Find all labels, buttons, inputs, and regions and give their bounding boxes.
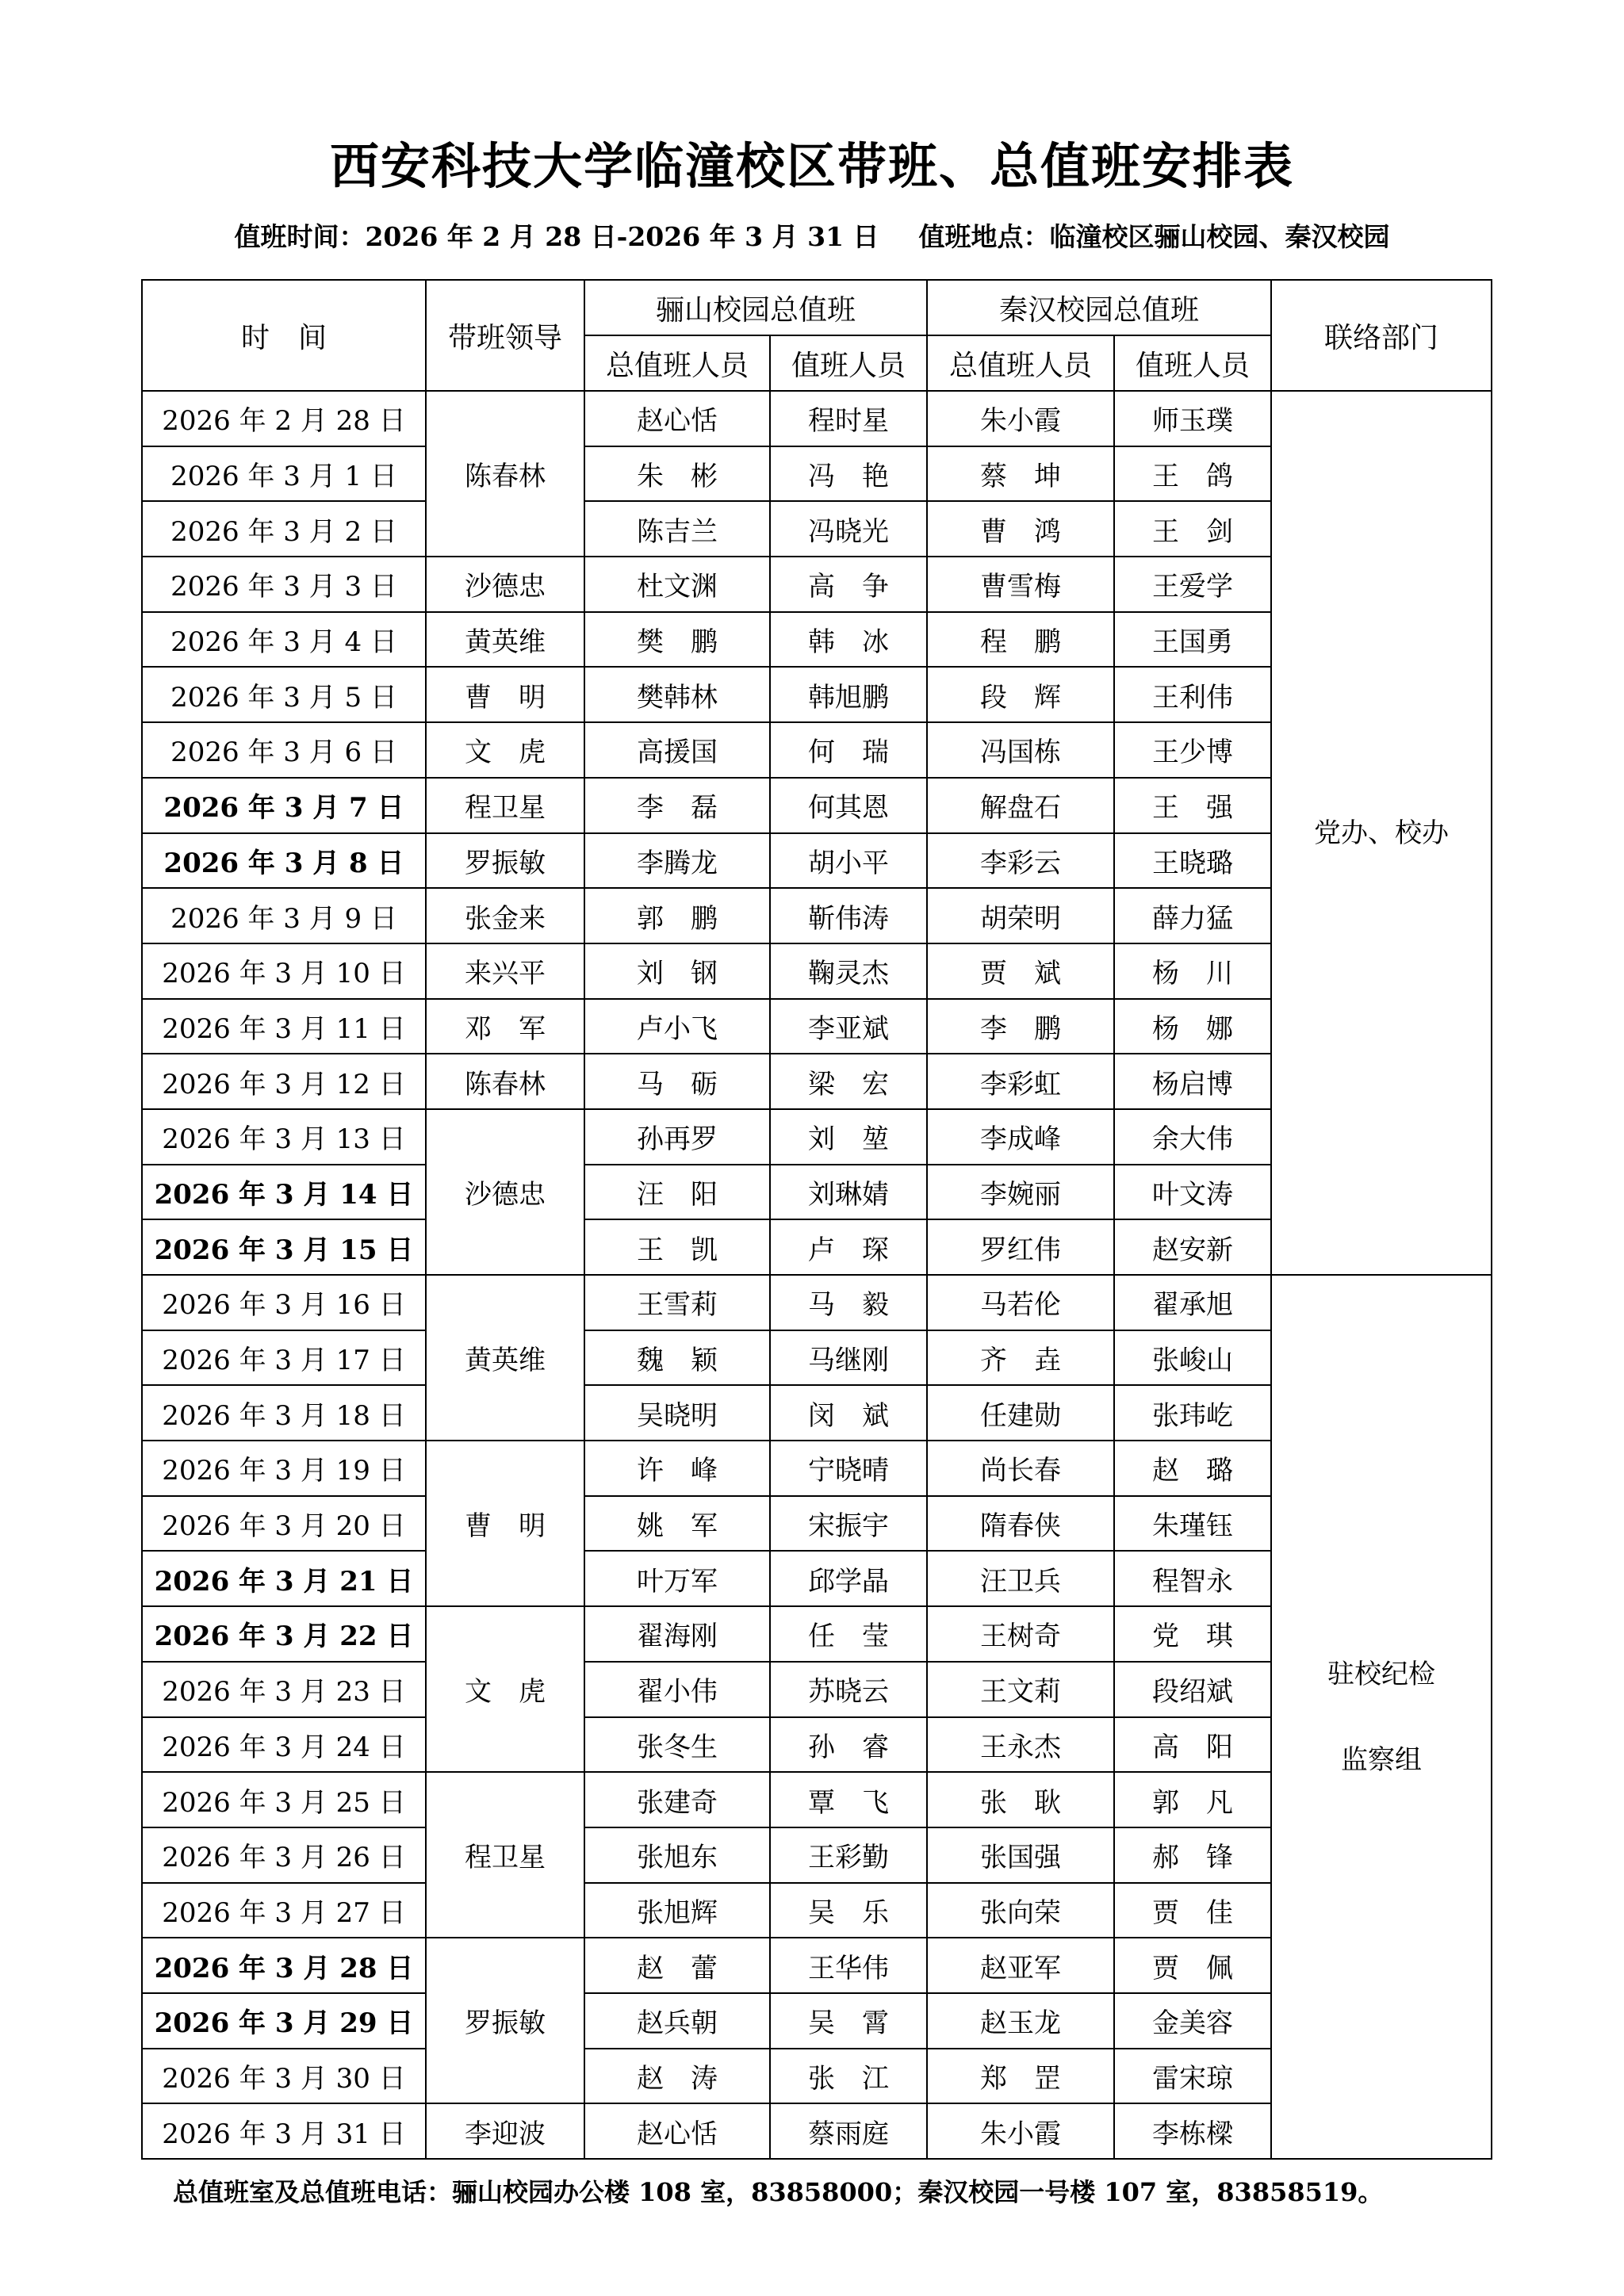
schedule-body [142, 391, 1492, 2159]
duty-place-value: 临潼校区骊山校园、秦汉校园 [1049, 221, 1390, 252]
duty-date: 2026 年 3 月 29 日 [142, 1993, 426, 2049]
qinhan-staff-duty: 张峻山 [1114, 1330, 1271, 1386]
duty-date: 2026 年 3 月 12 日 [142, 1054, 426, 1109]
lishan-chief-duty: 汪 阳 [584, 1165, 770, 1220]
qinhan-staff-duty: 杨启博 [1114, 1054, 1271, 1109]
duty-date: 2026 年 2 月 28 日 [142, 391, 426, 446]
qinhan-chief-duty: 任建勋 [927, 1385, 1114, 1441]
qinhan-staff-duty: 郝 锋 [1114, 1827, 1271, 1883]
qinhan-chief-duty: 齐 垚 [927, 1330, 1114, 1386]
lishan-staff-duty: 韩旭鹏 [770, 667, 927, 722]
lishan-staff-duty: 胡小平 [770, 833, 927, 889]
qinhan-chief-duty: 冯国栋 [927, 722, 1114, 778]
lishan-staff-duty: 任 莹 [770, 1606, 927, 1662]
lishan-staff-duty: 程时星 [770, 391, 927, 446]
qinhan-staff-duty: 赵安新 [1114, 1219, 1271, 1275]
lishan-staff-duty: 高 争 [770, 557, 927, 612]
lishan-staff-duty: 何 瑞 [770, 722, 927, 778]
lishan-staff-duty: 苏晓云 [770, 1662, 927, 1717]
header-qinhan: 秦汉校园总值班 [927, 280, 1271, 335]
shift-leader: 程卫星 [426, 1772, 584, 1938]
shift-leader: 陈春林 [426, 391, 584, 557]
duty-date: 2026 年 3 月 4 日 [142, 612, 426, 668]
duty-date: 2026 年 3 月 31 日 [142, 2103, 426, 2159]
qinhan-staff-duty: 王 鸽 [1114, 446, 1271, 502]
lishan-staff-duty: 梁 宏 [770, 1054, 927, 1109]
duty-place-label: 值班地点： [918, 221, 1050, 252]
lishan-chief-duty: 张旭辉 [584, 1883, 770, 1938]
contact-department-line: 监察组 [1341, 1743, 1423, 1776]
lishan-chief-duty: 马 砺 [584, 1054, 770, 1109]
lishan-staff-duty: 何其恩 [770, 778, 927, 833]
duty-date: 2026 年 3 月 7 日 [142, 778, 426, 833]
lishan-staff-duty: 宋振宇 [770, 1496, 927, 1552]
qinhan-staff-duty: 师玉璞 [1114, 391, 1271, 446]
shift-leader: 陈春林 [426, 1054, 584, 1109]
duty-date: 2026 年 3 月 5 日 [142, 667, 426, 722]
duty-date: 2026 年 3 月 28 日 [142, 1938, 426, 1993]
lishan-chief-duty: 张旭东 [584, 1827, 770, 1883]
qinhan-chief-duty: 李 鹏 [927, 999, 1114, 1054]
shift-leader: 来兴平 [426, 943, 584, 999]
shift-leader: 黄英维 [426, 612, 584, 668]
footer-phone-info: 总值班室及总值班电话：骊山校园办公楼 108 室，83858000；秦汉校园一号楼 107 室，83858519。 [173, 2177, 1384, 2207]
lishan-chief-duty: 赵 涛 [584, 2049, 770, 2104]
qinhan-chief-duty: 汪卫兵 [927, 1551, 1114, 1606]
lishan-staff-duty: 卢 琛 [770, 1219, 927, 1275]
qinhan-staff-duty: 杨 娜 [1114, 999, 1271, 1054]
duty-time-label: 值班时间： [234, 221, 366, 252]
qinhan-chief-duty: 罗红伟 [927, 1219, 1114, 1275]
lishan-chief-duty: 高援国 [584, 722, 770, 778]
lishan-chief-duty: 李腾龙 [584, 833, 770, 889]
shift-leader: 沙德忠 [426, 557, 584, 612]
header-time: 时 间 [142, 280, 426, 391]
qinhan-chief-duty: 朱小霞 [927, 391, 1114, 446]
lishan-chief-duty: 杜文渊 [584, 557, 770, 612]
qinhan-chief-duty: 尚长春 [927, 1441, 1114, 1496]
qinhan-staff-duty: 朱瑾钰 [1114, 1496, 1271, 1552]
qinhan-chief-duty: 赵亚军 [927, 1938, 1114, 1993]
qinhan-chief-duty: 李婉丽 [927, 1165, 1114, 1220]
duty-date: 2026 年 3 月 2 日 [142, 501, 426, 557]
qinhan-chief-duty: 朱小霞 [927, 2103, 1114, 2159]
duty-date: 2026 年 3 月 9 日 [142, 888, 426, 943]
duty-date: 2026 年 3 月 15 日 [142, 1219, 426, 1275]
shift-leader: 张金来 [426, 888, 584, 943]
shift-leader: 程卫星 [426, 778, 584, 833]
duty-date: 2026 年 3 月 14 日 [142, 1165, 426, 1220]
qinhan-chief-duty: 张 耿 [927, 1772, 1114, 1827]
lishan-staff-duty: 刘 堃 [770, 1109, 927, 1165]
table-row [142, 1275, 1492, 1330]
table-row [142, 391, 1492, 446]
lishan-staff-duty: 孙 睿 [770, 1717, 927, 1773]
shift-leader: 沙德忠 [426, 1109, 584, 1275]
duty-date: 2026 年 3 月 18 日 [142, 1385, 426, 1441]
lishan-chief-duty: 姚 军 [584, 1496, 770, 1552]
qinhan-chief-duty: 张国强 [927, 1827, 1114, 1883]
qinhan-staff-duty: 段绍斌 [1114, 1662, 1271, 1717]
duty-time-value: 2026 年 2 月 28 日-2026 年 3 月 31 日 [365, 221, 879, 252]
qinhan-staff-duty: 程智永 [1114, 1551, 1271, 1606]
duty-date: 2026 年 3 月 25 日 [142, 1772, 426, 1827]
duty-date: 2026 年 3 月 21 日 [142, 1551, 426, 1606]
lishan-staff-duty: 王华伟 [770, 1938, 927, 1993]
lishan-chief-duty: 许 峰 [584, 1441, 770, 1496]
qinhan-staff-duty: 赵 璐 [1114, 1441, 1271, 1496]
duty-date: 2026 年 3 月 13 日 [142, 1109, 426, 1165]
lishan-chief-duty: 魏 颖 [584, 1330, 770, 1386]
qinhan-staff-duty: 叶文涛 [1114, 1165, 1271, 1220]
shift-leader: 文 虎 [426, 1606, 584, 1772]
header-lishan-staff: 值班人员 [770, 335, 927, 391]
qinhan-chief-duty: 段 辉 [927, 667, 1114, 722]
lishan-chief-duty: 赵心恬 [584, 391, 770, 446]
lishan-chief-duty: 王雪莉 [584, 1275, 770, 1330]
duty-date: 2026 年 3 月 1 日 [142, 446, 426, 502]
header-qinhan-chief: 总值班人员 [927, 335, 1114, 391]
contact-department [1271, 1275, 1492, 2159]
duty-date: 2026 年 3 月 10 日 [142, 943, 426, 999]
duty-date: 2026 年 3 月 26 日 [142, 1827, 426, 1883]
qinhan-chief-duty: 曹 鸿 [927, 501, 1114, 557]
duty-date: 2026 年 3 月 24 日 [142, 1717, 426, 1773]
duty-date: 2026 年 3 月 17 日 [142, 1330, 426, 1386]
lishan-chief-duty: 赵 蕾 [584, 1938, 770, 1993]
qinhan-staff-duty: 金美容 [1114, 1993, 1271, 2049]
lishan-chief-duty: 郭 鹏 [584, 888, 770, 943]
qinhan-staff-duty: 王国勇 [1114, 612, 1271, 668]
header-lishan: 骊山校园总值班 [584, 280, 927, 335]
lishan-staff-duty: 鞠灵杰 [770, 943, 927, 999]
lishan-staff-duty: 闵 斌 [770, 1385, 927, 1441]
header-contact: 联络部门 [1271, 280, 1492, 391]
lishan-chief-duty: 张建奇 [584, 1772, 770, 1827]
lishan-staff-duty: 邱学晶 [770, 1551, 927, 1606]
lishan-chief-duty: 卢小飞 [584, 999, 770, 1054]
duty-date: 2026 年 3 月 6 日 [142, 722, 426, 778]
qinhan-chief-duty: 马若伦 [927, 1275, 1114, 1330]
contact-department [1271, 391, 1492, 1275]
duty-date: 2026 年 3 月 30 日 [142, 2049, 426, 2104]
lishan-chief-duty: 王 凯 [584, 1219, 770, 1275]
qinhan-staff-duty: 高 阳 [1114, 1717, 1271, 1773]
lishan-staff-duty: 冯晓光 [770, 501, 927, 557]
header-qinhan-staff: 值班人员 [1114, 335, 1271, 391]
qinhan-staff-duty: 王少博 [1114, 722, 1271, 778]
duty-schedule-table [141, 279, 1492, 2160]
qinhan-staff-duty: 贾 佳 [1114, 1883, 1271, 1938]
shift-leader: 李迎波 [426, 2103, 584, 2159]
qinhan-chief-duty: 李彩云 [927, 833, 1114, 889]
lishan-chief-duty: 赵心恬 [584, 2103, 770, 2159]
qinhan-staff-duty: 薛力猛 [1114, 888, 1271, 943]
lishan-staff-duty: 马继刚 [770, 1330, 927, 1386]
qinhan-staff-duty: 郭 凡 [1114, 1772, 1271, 1827]
contact-department-line: 党办、校办 [1314, 817, 1450, 849]
lishan-chief-duty: 朱 彬 [584, 446, 770, 502]
qinhan-staff-duty: 王 强 [1114, 778, 1271, 833]
lishan-chief-duty: 张冬生 [584, 1717, 770, 1773]
qinhan-chief-duty: 程 鹏 [927, 612, 1114, 668]
duty-date: 2026 年 3 月 16 日 [142, 1275, 426, 1330]
qinhan-chief-duty: 李彩虹 [927, 1054, 1114, 1109]
lishan-chief-duty: 陈吉兰 [584, 501, 770, 557]
header-lishan-chief: 总值班人员 [584, 335, 770, 391]
lishan-staff-duty: 张 江 [770, 2049, 927, 2104]
qinhan-chief-duty: 李成峰 [927, 1109, 1114, 1165]
lishan-chief-duty: 樊韩林 [584, 667, 770, 722]
duty-date: 2026 年 3 月 23 日 [142, 1662, 426, 1717]
qinhan-chief-duty: 赵玉龙 [927, 1993, 1114, 2049]
shift-leader: 文 虎 [426, 722, 584, 778]
lishan-chief-duty: 樊 鹏 [584, 612, 770, 668]
qinhan-chief-duty: 王文莉 [927, 1662, 1114, 1717]
lishan-staff-duty: 宁晓晴 [770, 1441, 927, 1496]
shift-leader: 曹 明 [426, 1441, 584, 1606]
contact-department-line: 驻校纪检 [1327, 1658, 1436, 1690]
qinhan-staff-duty: 贾 佩 [1114, 1938, 1271, 1993]
shift-leader: 罗振敏 [426, 833, 584, 889]
lishan-staff-duty: 冯 艳 [770, 446, 927, 502]
qinhan-staff-duty: 王爱学 [1114, 557, 1271, 612]
lishan-chief-duty: 翟海刚 [584, 1606, 770, 1662]
lishan-staff-duty: 刘琳婧 [770, 1165, 927, 1220]
qinhan-staff-duty: 翟承旭 [1114, 1275, 1271, 1330]
qinhan-chief-duty: 王永杰 [927, 1717, 1114, 1773]
qinhan-chief-duty: 王树奇 [927, 1606, 1114, 1662]
qinhan-chief-duty: 张向荣 [927, 1883, 1114, 1938]
duty-date: 2026 年 3 月 19 日 [142, 1441, 426, 1496]
qinhan-staff-duty: 杨 川 [1114, 943, 1271, 999]
lishan-staff-duty: 王彩勤 [770, 1827, 927, 1883]
subtitle [0, 216, 1624, 254]
shift-leader: 罗振敏 [426, 1938, 584, 2103]
qinhan-staff-duty: 余大伟 [1114, 1109, 1271, 1165]
duty-date: 2026 年 3 月 27 日 [142, 1883, 426, 1938]
shift-leader: 黄英维 [426, 1275, 584, 1441]
qinhan-staff-duty: 王利伟 [1114, 667, 1271, 722]
lishan-staff-duty: 覃 飞 [770, 1772, 927, 1827]
header-leader: 带班领导 [426, 280, 584, 391]
qinhan-chief-duty: 解盘石 [927, 778, 1114, 833]
lishan-staff-duty: 靳伟涛 [770, 888, 927, 943]
qinhan-chief-duty: 曹雪梅 [927, 557, 1114, 612]
qinhan-chief-duty: 郑 罡 [927, 2049, 1114, 2104]
lishan-chief-duty: 赵兵朝 [584, 1993, 770, 2049]
qinhan-chief-duty: 蔡 坤 [927, 446, 1114, 502]
qinhan-chief-duty: 胡荣明 [927, 888, 1114, 943]
page-title: 西安科技大学临潼校区带班、总值班安排表 [329, 137, 1294, 195]
lishan-chief-duty: 吴晓明 [584, 1385, 770, 1441]
qinhan-staff-duty: 张玮屹 [1114, 1385, 1271, 1441]
qinhan-staff-duty: 王 剑 [1114, 501, 1271, 557]
lishan-staff-duty: 蔡雨庭 [770, 2103, 927, 2159]
qinhan-staff-duty: 李栋樑 [1114, 2103, 1271, 2159]
qinhan-staff-duty: 雷宋琼 [1114, 2049, 1271, 2104]
duty-date: 2026 年 3 月 11 日 [142, 999, 426, 1054]
lishan-staff-duty: 吴 乐 [770, 1883, 927, 1938]
duty-date: 2026 年 3 月 20 日 [142, 1496, 426, 1552]
duty-date: 2026 年 3 月 3 日 [142, 557, 426, 612]
shift-leader: 邓 军 [426, 999, 584, 1054]
lishan-chief-duty: 刘 钢 [584, 943, 770, 999]
lishan-chief-duty: 孙再罗 [584, 1109, 770, 1165]
lishan-staff-duty: 李亚斌 [770, 999, 927, 1054]
lishan-staff-duty: 马 毅 [770, 1275, 927, 1330]
qinhan-staff-duty: 党 琪 [1114, 1606, 1271, 1662]
qinhan-chief-duty: 隋春侠 [927, 1496, 1114, 1552]
shift-leader: 曹 明 [426, 667, 584, 722]
duty-date: 2026 年 3 月 8 日 [142, 833, 426, 889]
duty-date: 2026 年 3 月 22 日 [142, 1606, 426, 1662]
lishan-chief-duty: 叶万军 [584, 1551, 770, 1606]
lishan-staff-duty: 韩 冰 [770, 612, 927, 668]
qinhan-staff-duty: 王晓璐 [1114, 833, 1271, 889]
lishan-staff-duty: 吴 霄 [770, 1993, 927, 2049]
qinhan-chief-duty: 贾 斌 [927, 943, 1114, 999]
lishan-chief-duty: 李 磊 [584, 778, 770, 833]
lishan-chief-duty: 翟小伟 [584, 1662, 770, 1717]
